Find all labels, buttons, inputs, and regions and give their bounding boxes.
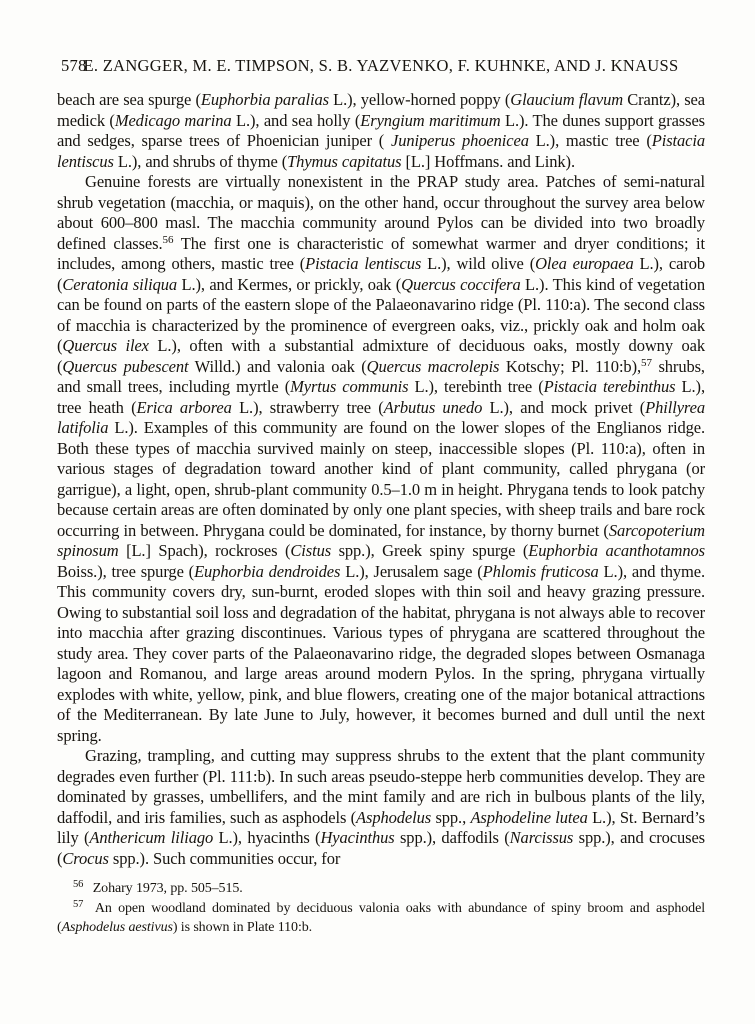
species-name: Sarcopoterium spinosum — [57, 520, 705, 560]
species-name: Crocus — [62, 848, 109, 868]
text-run: spp.), and crocuses ( — [57, 828, 705, 868]
species-name: Arbutus unedo — [383, 397, 483, 417]
species-name: Narcissus — [509, 828, 574, 847]
text-run: L.), strawberry tree ( — [231, 397, 384, 417]
species-name: Quercus macrolepis — [366, 356, 500, 376]
text-run: L.), St. Bernard’s lily ( — [57, 807, 705, 847]
text-run: Zohary 1973, pp. 505–515. — [92, 881, 243, 896]
species-name: Asphodeline lutea — [470, 807, 588, 827]
species-name: Pistacia terebinthus — [543, 377, 676, 396]
text-run: spp.), Greek spiny spurge ( — [331, 541, 529, 560]
text-run: The first one is characteristic of somewhat warmer and dryer conditions; it includes, among others, mastic tree ( — [57, 233, 705, 273]
text-run: Crantz), sea medick ( — [57, 90, 705, 130]
species-name: Quercus coccifera — [401, 274, 521, 294]
text-run: L.), and shrubs of thyme ( — [113, 151, 288, 171]
species-name: Eryngium maritimum — [360, 110, 501, 130]
species-name: Euphorbia acanthotamnos — [528, 541, 705, 560]
species-name: Euphorbia paralias — [200, 90, 329, 109]
text-run: L.), and thyme. This community covers dry, sun-burnt, eroded slopes with thin soil and heavy grazing pressure. Owing to substantial soil loss and degradation of the habitat, phrygana is not always able to recover into macchia after grazing discontinues. Various types of phrygana are scattered throughout the study area. They cover parts of the Palaeonavarino ridge, the degraded slopes between Osmanaga lagoon and Romanou, and large areas around modern Pylos. In the spring, phrygana virtually explodes with white, yellow, pink, and blue flowers, creating one of the major botanical attractions of the Mediterranean. By late June to July, however, it becomes burned and dull until the next spring. — [57, 561, 706, 745]
text-run: L.), tree heath ( — [57, 377, 705, 417]
page-header — [57, 56, 705, 76]
text-run: shrubs, and small trees, including myrtle ( — [57, 356, 705, 396]
footnote — [57, 899, 705, 938]
text-run: Genuine forests are virtually nonexistent in the PRAP study area. Patches of semi-natural shrub vegetation (macchia, or maquis), on the other hand, occur throughout the survey area below about 600–800 masl. The macchia community around Pylos can be divided into two broadly defined classes. — [57, 172, 705, 253]
species-name: Hyacinthus — [320, 828, 395, 847]
text-run: Grazing, trampling, and cutting may suppress shrubs to the extent that the plant community degrades even further (Pl. 111:b). In such areas pseudo-steppe herb communities develop. They are dominated by grasses, umbellifers, and the mint family and are rich in bulbous plants of the lily, daffodil, and iris families, such as asphodels ( — [57, 746, 705, 827]
paragraph — [57, 172, 705, 746]
footnote — [57, 879, 705, 899]
text-run: [L.] Hoffmans. and Link). — [401, 151, 575, 171]
text-run: L.), yellow-horned poppy ( — [328, 90, 511, 109]
species-name: Glaucium flavum — [510, 90, 624, 109]
text-run: L.), carob ( — [57, 254, 705, 294]
text-run: L.), and mock privet ( — [482, 397, 646, 417]
footnote-marker: 56 — [73, 879, 84, 890]
page-number: 578 — [61, 56, 87, 75]
species-name: Euphorbia dendroides — [194, 561, 341, 581]
text-run: Kotschy; Pl. 110:b), — [499, 356, 641, 376]
species-name: Asphodelus aestivus — [61, 920, 173, 935]
species-name: Anthericum liliago — [89, 828, 214, 847]
text-run: L.), Jerusalem sage ( — [340, 561, 483, 581]
species-name: Olea europaea — [535, 254, 634, 273]
text-run: L.). The dunes support grasses and sedges, sparse trees of Phoenician juniper ( — [57, 110, 705, 150]
species-name: Myrtus communis — [290, 377, 409, 396]
footnotes — [57, 879, 705, 938]
text-run: L.). Examples of this community are found on the lower slopes of the Englianos ridge. Both these types of macchia survived mainly on steep, inaccessible slopes (Pl. 110:a), often in various stages of degradation toward another kind of plant community, called phrygana (or garrigue), a light, open, shrub-plant community 0.5–1.0 m in height. Phrygana tends to look patchy because certain areas are often dominated by only one plant species, with sheep trails and bare rock occurring in between. Phrygana could be dominated, for instance, by thorny burnet ( — [57, 418, 705, 540]
footnote-ref: 57 — [641, 356, 652, 369]
text-run: Boiss.), tree spurge ( — [57, 561, 195, 581]
footnote-ref: 56 — [162, 233, 174, 246]
species-name: Quercus ilex — [62, 336, 149, 355]
text-run: spp., — [431, 807, 471, 827]
paragraph — [57, 746, 705, 869]
species-name: Thymus capitatus — [287, 151, 402, 171]
text-run: L.), mastic tree ( — [528, 131, 652, 150]
species-name: Medicago marina — [114, 110, 232, 130]
species-name: Asphodelus — [356, 807, 432, 827]
text-column — [57, 56, 705, 938]
text-run: [L.] Spach), rockroses ( — [118, 541, 291, 560]
text-run: L.), terebinth tree ( — [408, 377, 544, 396]
text-run: L.), and Kermes, or prickly, oak ( — [177, 274, 402, 294]
species-name: Quercus pubescent — [62, 356, 189, 376]
species-name: Erica arborea — [136, 397, 232, 417]
text-run: spp.). Such communities occur, for — [108, 848, 341, 868]
species-name: Pistacia lentiscus — [57, 131, 706, 171]
text-run: L.). This kind of vegetation can be found on parts of the eastern slope of the Palaeonavarino ridge (Pl. 110:a). The second class of macchia is characterized by the prominence of evergreen oaks, viz., prickly oak and holm oak ( — [57, 274, 705, 355]
species-name: Cistus — [290, 541, 332, 560]
species-name: Juniperus phoenicea — [390, 131, 529, 150]
species-name: Ceratonia siliqua — [62, 274, 178, 294]
text-run: spp.), daffodils ( — [394, 828, 510, 847]
text-run: L.), often with a substantial admixture of deciduous oaks, mostly downy oak ( — [57, 336, 705, 376]
text-run: ) is shown in Plate 110:b. — [172, 920, 313, 935]
text-run: L.), and sea holly ( — [231, 110, 361, 130]
paragraph — [57, 90, 705, 172]
body-text — [57, 90, 705, 869]
footnote-marker: 57 — [73, 898, 84, 910]
text-run: L.), hyacinths ( — [213, 828, 321, 847]
species-name: Phillyrea latifolia — [57, 397, 705, 437]
text-run: An open woodland dominated by deciduous valonia oaks with abundance of spiny broom and asphodel ( — [57, 900, 705, 935]
running-title-authors: E. ZANGGER, M. E. TIMPSON, S. B. YAZVENKO, F. KUHNKE, AND J. KNAUSS — [83, 56, 679, 75]
species-name: Phlomis fruticosa — [482, 561, 599, 581]
species-name: Pistacia lentiscus — [305, 254, 422, 273]
text-run: Willd.) and valonia oak ( — [188, 356, 367, 376]
text-run: L.), wild olive ( — [421, 254, 536, 273]
text-run: beach are sea spurge ( — [57, 90, 201, 109]
